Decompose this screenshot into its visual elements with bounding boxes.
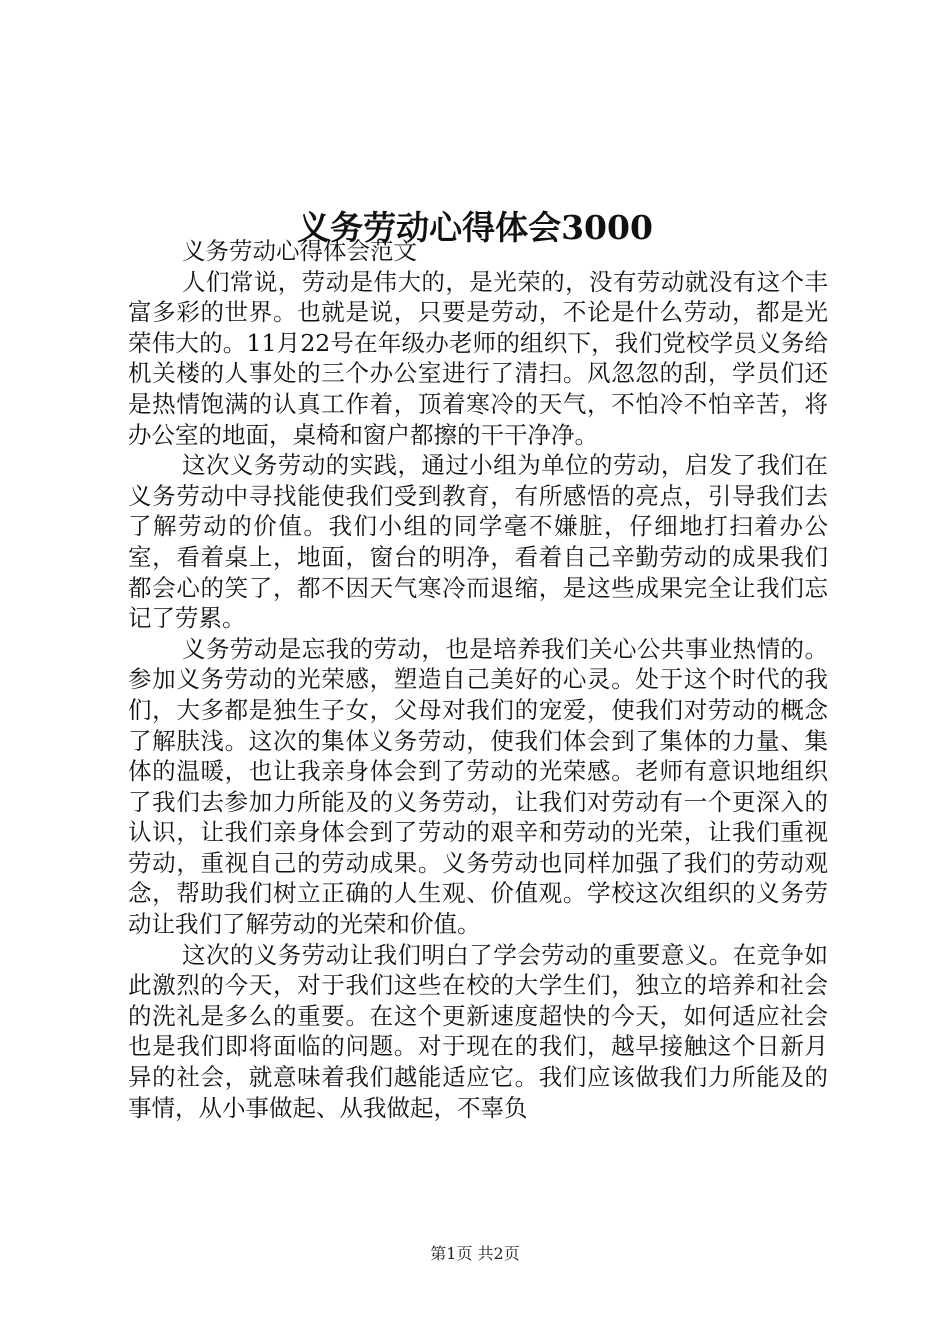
paragraph-3: 义务劳动是忘我的劳动，也是培养我们关心公共事业热情的。参加义务劳动的光荣感，塑造自己美好的心灵。处于这个时代的我们，大多都是独生子女，父母对我们的宠爱，使我们对劳动的概念了解肤浅。这次的集体义务劳动，使我们体会到了集体的力量、集体的温暖，也让我亲身体会到了劳动的光荣感。老师有意识地组织了我们去参加力所能及的义务劳动，让我们对劳动有一个更深入的认识，让我们亲身体会到了劳动的艰辛和劳动的光荣，让我们重视劳动，重视自己的劳动成果。义务劳动也同样加强了我们的劳动观念，帮助我们树立正确的人生观、价值观。学校这次组织的义务劳动让我们了解劳动的光荣和价值。	[128, 634, 828, 939]
paragraph-2: 这次义务劳动的实践，通过小组为单位的劳动，启发了我们在义务劳动中寻找能使我们受到教育，有所感悟的亮点，引导我们去了解劳动的价值。我们小组的同学毫不嫌脏，仔细地打扫着办公室，看着桌上，地面，窗台的明净，看着自己辛勤劳动的成果我们都会心的笑了，都不因天气寒冷而退缩，是这些成果完全让我们忘记了劳累。	[128, 451, 828, 633]
paragraph-4: 这次的义务劳动让我们明白了学会劳动的重要意义。在竞争如此激烈的今天，对于我们这些在校的大学生们，独立的培养和社会的洗礼是多么的重要。在这个更新速度超快的今天，如何适应社会也是我们即将面临的问题。对于现在的我们，越早接触这个日新月异的社会，就意味着我们越能适应它。我们应该做我们力所能及的事情，从小事做起、从我做起，不辜负	[128, 940, 828, 1122]
page-title: 义务劳动心得体会3000	[297, 208, 653, 248]
document-body	[128, 236, 828, 1123]
page-number-footer: 第1页 共2页	[430, 1244, 520, 1263]
paragraph-1: 人们常说，劳动是伟大的，是光荣的，没有劳动就没有这个丰富多彩的世界。也就是说，只要是劳动，不论是什么劳动，都是光荣伟大的。11月22号在年级办老师的组织下，我们党校学员义务给机关楼的人事处的三个办公室进行了清扫。风忽忽的刮，学员们还是热情饱满的认真工作着，顶着寒冷的天气，不怕冷不怕辛苦，将办公室的地面，桌椅和窗户都擦的干干净净。	[128, 267, 828, 449]
document-subtitle: 义务劳动心得体会范文	[182, 237, 417, 265]
